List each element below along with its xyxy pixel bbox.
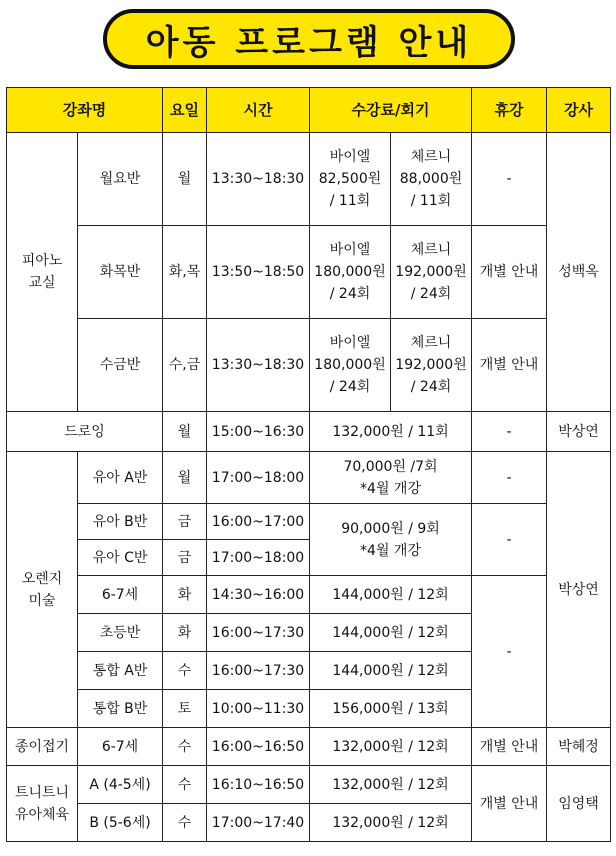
class-time: 15:00~16:30 [207,412,310,452]
title-banner [103,9,515,69]
class-fee: 70,000원 /7회 *4월 개강 [310,452,472,504]
fee-beyer: 바이엘 180,000원 / 24회 [310,319,391,412]
class-name: 유아 A반 [78,452,163,504]
class-fee: 144,000원 / 12회 [310,614,472,652]
class-day: 월 [163,452,207,504]
holiday-cell: - [472,576,547,728]
class-time: 17:00~18:00 [207,452,310,504]
class-time: 16:00~17:30 [207,652,310,690]
holiday-cell: - [472,452,547,504]
header-row [7,88,611,133]
fee-czerny: 체르니 192,000원 / 24회 [391,226,472,319]
holiday-cell: 개별 안내 [472,766,547,842]
class-name: 초등반 [78,614,163,652]
holiday-cell: - [472,133,547,226]
table-row [7,576,611,614]
class-time: 16:10~16:50 [207,766,310,804]
table-row [7,728,611,766]
class-origami: 종이접기 [7,728,78,766]
class-time: 16:00~16:50 [207,728,310,766]
class-time: 10:00~11:30 [207,690,310,728]
table-row [7,412,611,452]
group-orange-art: 오렌지 미술 [7,452,78,728]
header-holiday: 휴강 [472,88,547,133]
header-time: 시간 [207,88,310,133]
teacher-pe: 임영택 [547,766,611,842]
class-fee: 132,000원 / 11회 [310,412,472,452]
class-day: 수 [163,766,207,804]
class-day: 수 [163,804,207,842]
table-row [7,504,611,540]
class-day: 수,금 [163,319,207,412]
class-fee: 144,000원 / 12회 [310,576,472,614]
group-piano: 피아노 교실 [7,133,78,412]
program-table [6,87,611,842]
class-name: B (5-6세) [78,804,163,842]
fee-czerny: 체르니 192,000원 / 24회 [391,319,472,412]
teacher-origami: 박혜정 [547,728,611,766]
table-row [7,319,611,412]
table-row [7,133,611,226]
class-day: 월 [163,133,207,226]
class-name: 유아 B반 [78,504,163,540]
header-course: 강좌명 [7,88,163,133]
class-day: 수 [163,728,207,766]
class-time: 17:00~18:00 [207,540,310,576]
class-name: 화목반 [78,226,163,319]
class-day: 월 [163,412,207,452]
class-day: 토 [163,690,207,728]
fee-beyer: 바이엘 82,500원 / 11회 [310,133,391,226]
holiday-cell: 개별 안내 [472,319,547,412]
class-fee: 132,000원 / 12회 [310,804,472,842]
class-time: 16:00~17:30 [207,614,310,652]
table-row [7,226,611,319]
class-time: 14:30~16:00 [207,576,310,614]
holiday-cell: 개별 안내 [472,728,547,766]
class-name: 유아 C반 [78,540,163,576]
fee-czerny: 체르니 88,000원 / 11회 [391,133,472,226]
page-title: 아동 프로그램 안내 [145,22,473,63]
teacher-orange-art: 박상연 [547,452,611,728]
class-fee: 144,000원 / 12회 [310,652,472,690]
teacher-piano: 성백옥 [547,133,611,412]
class-name: 수금반 [78,319,163,412]
class-name: 월요반 [78,133,163,226]
class-time: 16:00~17:00 [207,504,310,540]
class-fee: 132,000원 / 12회 [310,728,472,766]
class-time: 13:30~18:30 [207,319,310,412]
class-day: 화 [163,614,207,652]
class-name: A (4-5세) [78,766,163,804]
holiday-cell: - [472,504,547,576]
holiday-cell: - [472,412,547,452]
class-fee: 90,000원 / 9회 *4월 개강 [310,504,472,576]
class-name: 6-7세 [78,576,163,614]
header-day: 요일 [163,88,207,133]
class-day: 화,목 [163,226,207,319]
class-time: 13:50~18:50 [207,226,310,319]
table-row [7,452,611,504]
header-fee: 수강료/회기 [310,88,472,133]
class-time: 13:30~18:30 [207,133,310,226]
group-pe: 트니트니 유아체육 [7,766,78,842]
title-area [0,0,616,84]
fee-beyer: 바이엘 180,000원 / 24회 [310,226,391,319]
table-row [7,766,611,804]
class-fee: 132,000원 / 12회 [310,766,472,804]
header-teacher: 강사 [547,88,611,133]
holiday-cell: 개별 안내 [472,226,547,319]
teacher-drawing: 박상연 [547,412,611,452]
class-day: 화 [163,576,207,614]
class-drawing: 드로잉 [7,412,163,452]
class-name: 6-7세 [78,728,163,766]
class-fee: 156,000원 / 13회 [310,690,472,728]
class-time: 17:00~17:40 [207,804,310,842]
class-day: 금 [163,540,207,576]
class-name: 통합 A반 [78,652,163,690]
class-day: 금 [163,504,207,540]
class-name: 통합 B반 [78,690,163,728]
class-day: 수 [163,652,207,690]
